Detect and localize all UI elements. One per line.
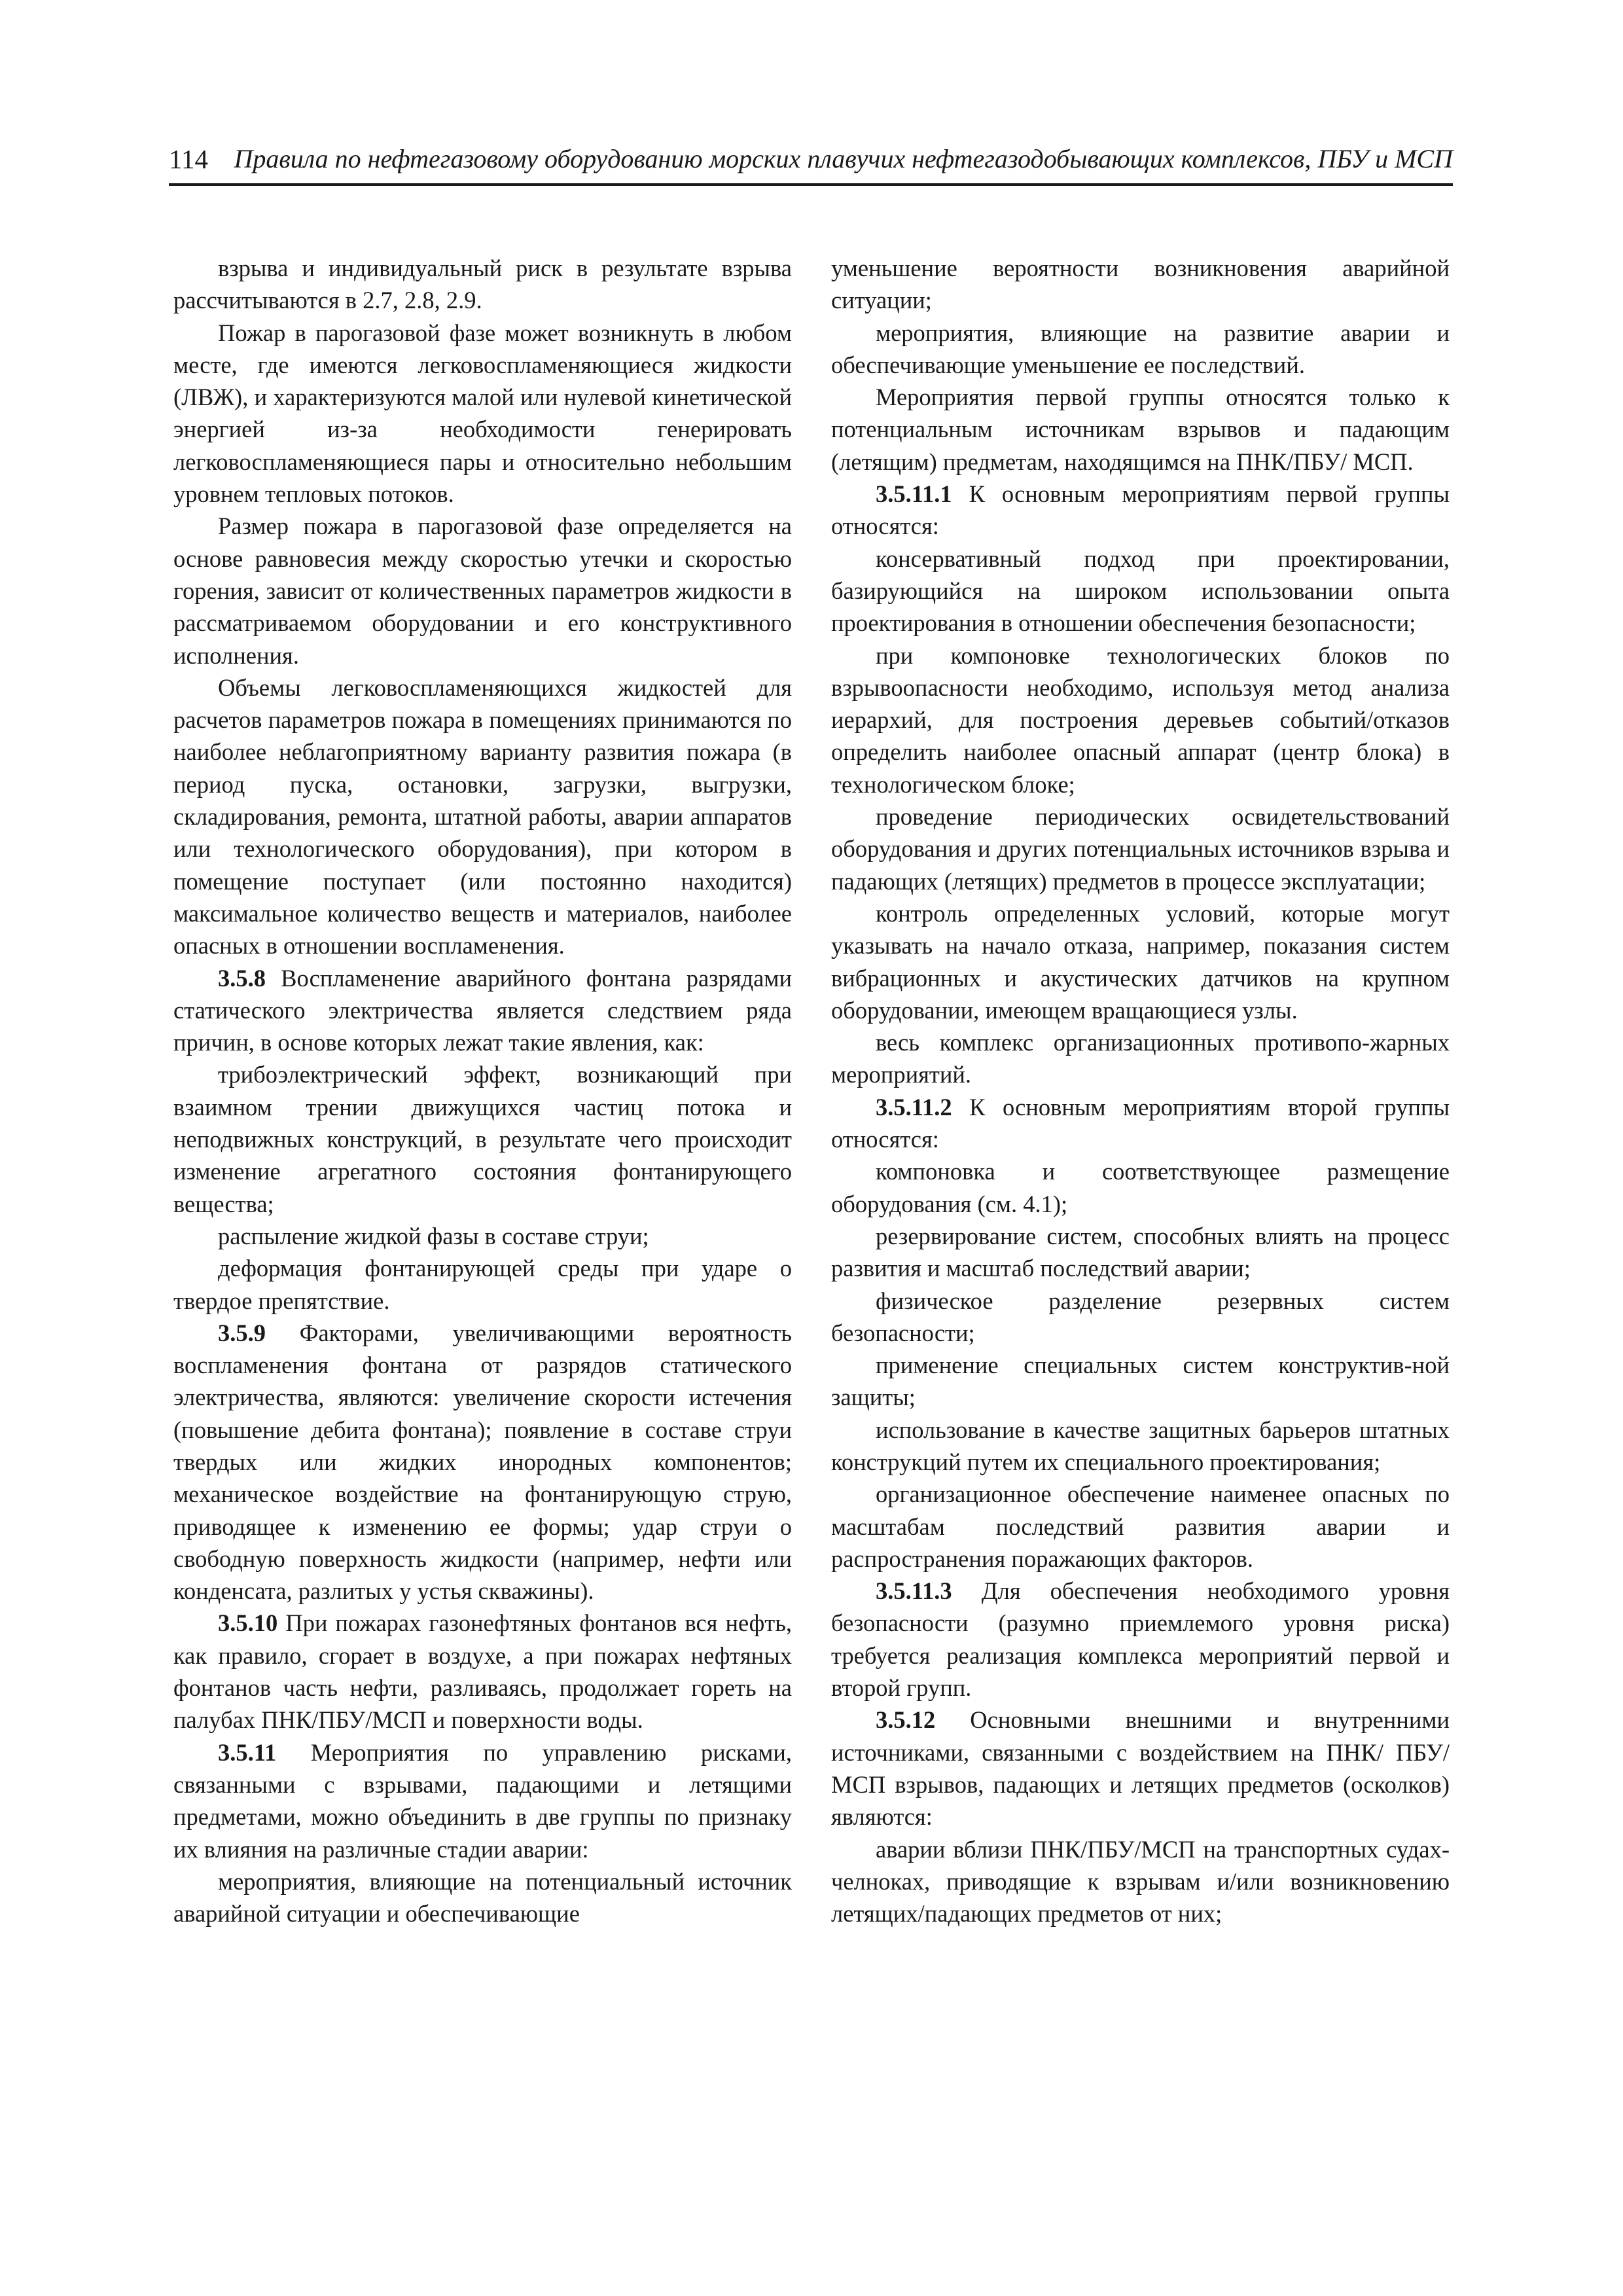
paragraph-text: Размер пожара в парогазовой фазе определяется на основе равновесия между скоростью утечки и скоростью горения, зависит от количественных параметров жидкости в рассматриваемом оборудовании и его конструктивного исполнения. [173,512,792,669]
paragraph-text: взрыва и индивидуальный риск в результате взрыва рассчитываются в 2.7, 2.8, 2.9. [173,255,792,314]
paragraph [831,381,1450,478]
paragraph [173,962,792,1059]
section-number: 3.5.11.2 [876,1093,952,1121]
paragraph [831,1414,1450,1479]
paragraph [173,1252,792,1317]
paragraph-text: использование в качестве защитных барьеров штатных конструкций путем их специального проектирования; [831,1416,1450,1475]
paragraph-text: проведение периодических освидетельствований оборудования и других потенциальных источников взрыва и падающих (летящих) предметов в процессе эксплуатации; [831,803,1450,895]
paragraph [831,543,1450,639]
paragraph-text: применение специальных систем конструктив-ной защиты; [831,1352,1450,1411]
paragraph-text: распыление жидкой фазы в составе струи; [218,1222,649,1249]
paragraph [173,1317,792,1607]
right-column [831,252,1450,1929]
paragraph-text: весь комплекс организационных противопо-жарных мероприятий. [831,1029,1450,1088]
paragraph-text: консервативный подход при проектировании, базирующийся на широком использовании опыта проектирования в отношении обеспечения безопасности; [831,545,1450,637]
paragraph-text: деформация фонтанирующей среды при ударе о твердое препятствие. [173,1255,792,1314]
paragraph-text: Мероприятия по управлению рисками, связанными с взрывами, падающими и летящими предметами, можно объединить в две группы по признаку их влияния на различные стадии аварии: [173,1738,792,1863]
paragraph-text: Объемы легковоспламеняющихся жидкостей для расчетов параметров пожара в помещениях принимаются по наиболее неблагоприятному варианту развития пожара (в период пуска, остановки, загрузки, выгрузки, складирования, ремонта, штатной работы, аварии аппаратов или технологического оборудования), при котором в помещение поступает (или постоянно находится) максимальное количество веществ и материалов, наиболее опасных в отношении воспламенения. [173,673,792,960]
left-column [173,252,792,1929]
paragraph [173,672,792,962]
paragraph [173,1865,792,1930]
paragraph-text: Воспламенение аварийного фонтана разрядами статического электричества является следствием ряда причин, в основе которых лежат такие явления, как: [173,964,793,1056]
paragraph-text: Для обеспечения необходимого уровня безопасности (разумно приемлемого уровня риска) требуется реализация комплекса мероприятий первой и второй групп. [831,1577,1450,1702]
paragraph [173,1736,792,1865]
paragraph [831,1478,1450,1575]
paragraph-text: Мероприятия первой группы относятся только к потенциальным источникам взрывов и падающим (летящим) предметам, находящимся на ПНК/ПБУ/ МСП. [831,384,1450,475]
paragraph [173,317,792,511]
paragraph-text: аварии вблизи ПНК/ПБУ/МСП на транспортных судах-челноках, приводящие к взрывам и/или возникновению летящих/падающих предметов от них; [831,1835,1450,1928]
section-number: 3.5.10 [218,1609,278,1637]
paragraph [831,1026,1450,1091]
paragraph [173,510,792,671]
paragraph [831,478,1450,543]
paragraph-text: мероприятия, влияющие на развитие аварии и обеспечивающие уменьшение ее последствий. [831,319,1450,378]
paragraph [831,1833,1450,1930]
paragraph-text: Факторами, увеличивающими вероятность воспламенения фонтана от разрядов статического электричества, являются: увеличение скорости истечения (повышение дебита фонтана); появление в составе струи твердых или жидких инородных компонентов; механическое воздействие на фонтанирующую струю, приводящее к изменению ее формы; удар струи о свободную поверхность жидкости (например, нефти или конденсата, разлитых у устья скважины). [173,1319,792,1605]
section-number: 3.5.11 [218,1738,277,1766]
paragraph-text: уменьшение вероятности возникновения аварийной ситуации; [831,255,1450,314]
paragraph [831,252,1450,317]
paragraph [831,639,1450,800]
paragraph-text: резервирование систем, способных влиять на процесс развития и масштаб последствий аварии; [831,1222,1450,1282]
paragraph-text: При пожарах газонефтяных фонтанов вся нефть, как правило, сгорает в воздухе, а при пожарах нефтяных фонтанов часть нефти, разливаясь, продолжает гореть на палубах ПНК/ПБУ/МСП и поверхности воды. [173,1609,793,1734]
page-header [169,143,1453,186]
paragraph-text: физическое разделение резервных систем безопасности; [831,1287,1450,1346]
section-number: 3.5.11.3 [876,1577,952,1605]
section-number: 3.5.9 [218,1319,266,1346]
paragraph [831,800,1450,897]
running-title: Правила по нефтегазовому оборудованию морских плавучих нефтегазодобывающих комплексов, ПБУ и МСП [234,144,1453,173]
paragraph [173,252,792,317]
paragraph [831,317,1450,382]
paragraph-text: Основными внешними и внутренними источниками, связанными с воздействием на ПНК/ ПБУ/МСП взрывов, падающих и летящих предметов (осколков) являются: [831,1706,1450,1831]
section-number: 3.5.11.1 [876,480,952,508]
paragraph-text: Пожар в парогазовой фазе может возникнуть в любом месте, где имеются легковоспламеняющиеся жидкости (ЛВЖ), и характеризуются малой или нулевой кинетической энергией из-за необходимости генерировать легковоспламеняющиеся пары и относительно небольшим уровнем тепловых потоков. [173,319,792,508]
page-number: 114 [169,144,208,174]
paragraph [173,1220,792,1252]
paragraph [831,1575,1450,1704]
paragraph [173,1607,792,1736]
paragraph [831,1091,1450,1156]
paragraph [831,1220,1450,1285]
paragraph-text: К основным мероприятиям первой группы относятся: [831,480,1450,540]
section-number: 3.5.12 [876,1706,936,1734]
paragraph [831,1704,1450,1833]
paragraph [831,1155,1450,1220]
section-number: 3.5.8 [218,964,266,992]
paragraph-text: мероприятия, влияющие на потенциальный источник аварийной ситуации и обеспечивающие [173,1867,792,1928]
paragraph [173,1058,792,1219]
paragraph [831,897,1450,1026]
paragraph-text: К основным мероприятиям второй группы относятся: [831,1093,1450,1153]
paragraph [831,1285,1450,1350]
paragraph-text: трибоэлектрический эффект, возникающий при взаимном трении движущихся частиц потока и неподвижных конструкций, в результате чего происходит изменение агрегатного состояния фонтанирующего вещества; [173,1061,792,1217]
paragraph [831,1349,1450,1414]
paragraph-text: контроль определенных условий, которые могут указывать на начало отказа, например, показания систем вибрационных и акустических датчиков на крупном оборудовании, имеющем вращающиеся узлы. [831,899,1450,1024]
paragraph-text: компоновка и соответствующее размещение оборудования (см. 4.1); [831,1158,1450,1217]
paragraph-text: при компоновке технологических блоков по взрывоопасности необходимо, используя метод анализа иерархий, для построения деревьев событий/отказов определить наиболее опасный аппарат (центр блока) в технологическом блоке; [831,641,1450,798]
paragraph-text: организационное обеспечение наименее опасных по масштабам последствий развития аварии и распространения поражающих факторов. [831,1480,1450,1572]
